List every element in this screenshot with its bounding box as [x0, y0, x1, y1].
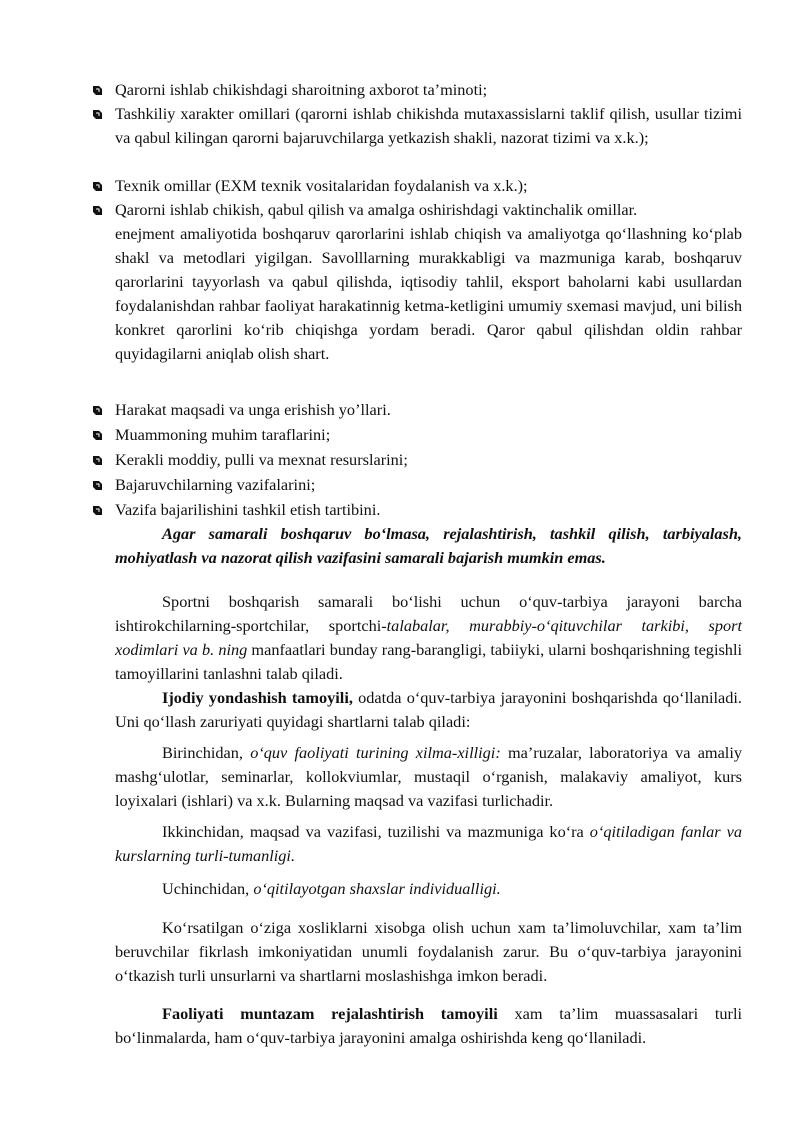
italic-run: talabalar, murabbiy-o‘qituvchilar tarkibi, sport xodimlari va b. ning — [115, 616, 742, 659]
list-item — [92, 448, 742, 472]
bullet-icon — [92, 198, 106, 222]
paragraph-sport — [115, 590, 742, 686]
list-item-text: Qarorni ishlab chikishdagi sharoitning axborot ta’minoti; — [115, 80, 488, 99]
bullet-icon — [92, 473, 106, 497]
list-item — [92, 174, 742, 198]
list-item-text: Qarorni ishlab chikish, qabul qilish va amalga oshirishdagi vaktinchalik omillar. — [115, 200, 638, 219]
text-run: Sportni boshqarish samarali bo‘lishi uchun o‘quv-tarbiya jarayoni barcha ishtirokchilarning-sportchilar, sportchi- — [115, 592, 742, 635]
paragraph-birinchi — [115, 741, 742, 813]
list-item — [92, 398, 742, 422]
bullet-icon — [92, 398, 106, 422]
bullet-icon — [92, 448, 106, 472]
paragraph-faoliyati — [115, 1002, 742, 1050]
text-run: Uchinchidan, — [162, 879, 254, 898]
list-item-text: Harakat maqsadi va unga erishish yo’llari. — [115, 400, 391, 419]
list-item — [92, 78, 742, 102]
emphasis-statement: Agar samarali boshqaruv bo‘lmasa, rejalashtirish, tashkil qilish, tarbiyalash, mohiyatlash va nazorat qilish vazifasini samarali bajarish mumkin emas. — [115, 524, 742, 567]
list-item-text: Kerakli moddiy, pulli va mexnat resurslarini; — [115, 450, 408, 469]
text-run: Birinchidan, — [162, 743, 251, 762]
list-item-text: Bajaruvchilarning vazifalarini; — [115, 475, 316, 494]
list-item — [92, 498, 742, 522]
text-run: manfaatlari bunday rang-barangligi, tabiiyki, ularni boshqarishning tegishli tamoyillarini tanlashni talab qiladi. — [115, 640, 742, 683]
italic-run: o‘qitilayotgan shaxslar individualligi. — [253, 879, 501, 898]
continuation-paragraph: enejment amaliyotida boshqaruv qarorlarini ishlab chiqish va amaliyotga qo‘llashning ko‘plab shakl va metodlari yigilgan. Savolllarning murakkabligi va mazmuniga karab, boshqaruv qarorlarini tayyorlash va qabul qilishda, iqtisodiy tahlil, eksport baholarni kabi usullardan foydalanishdan rahbar faoliyat harakatinnig ketma-ketligini umumiy sxemasi mavjud, uni bilish konkret qarorlini ko‘rib chiqishga yordam beradi. Qaror qabul qilishdan oldin rahbar quyidagilarni aniqlab olish shart. — [115, 224, 742, 363]
list-item-text: Tashkiliy xarakter omillari (qarorni ishlab chikishda mutaxassislarni taklif qilish, usullar tizimi va qabul kilingan qarorni bajaruvchilarga yetkazish shakli, nazorat tizimi va x.k.); — [115, 104, 742, 147]
list-item — [92, 198, 742, 222]
text-run: ma’ruzalar, laboratoriya va amaliy mashg‘ulotlar, seminarlar, kollokviumlar, mustaqil o‘rganish, malakaviy amaliyot, kurs loyixalari (ishlari) va x.k. Bularning maqsad va vazifasi turlichadir. — [115, 743, 742, 810]
bold-run: Ijodiy yondashish tamoyili, — [162, 688, 353, 707]
text-run: odatda o‘quv-tarbiya jarayonini boshqarishda qo‘llaniladi. Uni qo‘llash zaruriyati quyidagi shartlarni talab qiladi: — [115, 688, 742, 731]
list-item — [92, 102, 742, 150]
list-item — [92, 473, 742, 497]
bold-run: Faoliyati muntazam rejalashtirish tamoyili — [162, 1004, 498, 1023]
bullet-icon — [92, 498, 106, 522]
paragraph-ijodiy — [115, 686, 742, 734]
list-item-text: Vazifa bajarilishini tashkil etish tartibini. — [115, 500, 381, 519]
bullet-icon — [92, 174, 106, 198]
text-run: xam ta’lim muassasalari turli bo‘linmalarda, ham o‘quv-tarbiya jarayonini amalga oshirishda keng qo‘llaniladi. — [115, 1004, 743, 1047]
paragraph-korsatilgan: Ko‘rsatilgan o‘ziga xosliklarni xisobga olish uchun xam ta’limoluvchilar, xam ta’lim beruvchilar fikrlash imkoniyatidan unumli foydalanish zarur. Bu o‘quv-tarbiya jarayonini o‘tkazish turli unsurlarni va shartlarni moslashishga imkon beradi. — [115, 918, 742, 985]
bullet-icon — [92, 78, 106, 102]
text-run: Ikkinchidan, maqsad va vazifasi, tuzilishi va mazmuniga ko‘ra — [162, 822, 590, 841]
paragraph-ikkinchi — [115, 820, 742, 868]
bullet-icon — [92, 102, 106, 126]
list-item-text: Muammoning muhim taraflarini; — [115, 425, 331, 444]
list-item-text: Texnik omillar (EXM texnik vositalaridan foydalanish va x.k.); — [115, 176, 528, 195]
list-item — [92, 423, 742, 447]
paragraph-uchinchi — [115, 877, 742, 901]
italic-run: o‘qitiladigan fanlar va kurslarning turli-tumanligi. — [115, 822, 742, 865]
bullet-icon — [92, 423, 106, 447]
italic-run: o‘quv faoliyati turining xilma-xilligi: — [250, 743, 501, 762]
